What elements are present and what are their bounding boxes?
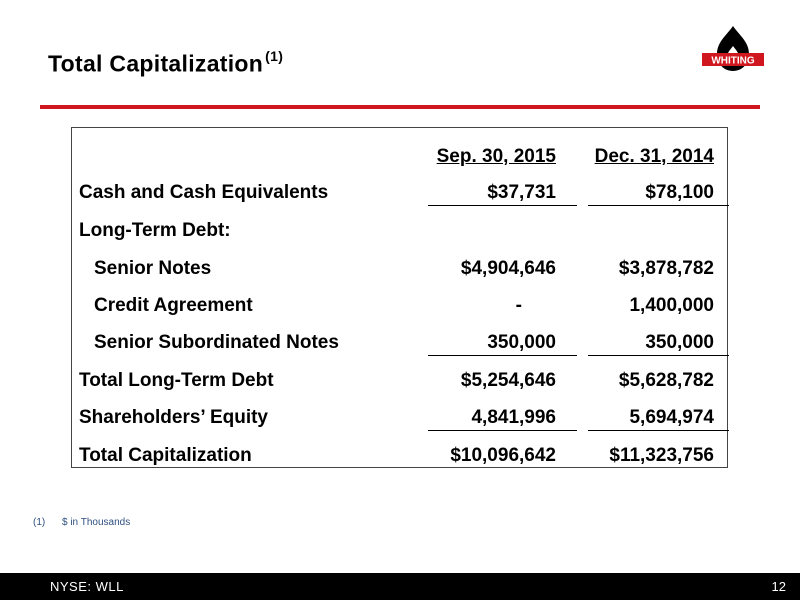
cell-senior-notes-2015: $4,904,646 <box>460 258 556 279</box>
footer-bar <box>0 573 800 600</box>
row-label-senior-notes: Senior Notes <box>94 258 212 279</box>
row-label-credit-agreement: Credit Agreement <box>94 295 253 316</box>
cell-senior-sub-notes-2015: 350,000 <box>487 332 556 353</box>
logo-text: WHITING <box>711 55 755 67</box>
capitalization-table <box>71 127 728 468</box>
footnote <box>33 517 130 528</box>
column-header-sep-2015: Sep. 30, 2015 <box>436 146 556 167</box>
cash-underline-2015 <box>428 205 577 206</box>
row-label-total-capitalization: Total Capitalization <box>79 445 252 466</box>
title-footnote-mark: (1) <box>265 48 284 64</box>
page-number: 12 <box>771 579 786 594</box>
cell-total-cap-2015: $10,096,642 <box>450 445 556 466</box>
cell-equity-2015: 4,841,996 <box>471 407 556 428</box>
cell-credit-agreement-2014: 1,400,000 <box>629 295 714 316</box>
cell-total-cap-2014: $11,323,756 <box>609 445 714 466</box>
row-label-cash: Cash and Cash Equivalents <box>79 182 329 203</box>
cell-total-ltd-2014: $5,628,782 <box>618 370 714 391</box>
stock-ticker: NYSE: WLL <box>50 579 124 594</box>
cell-credit-agreement-2015: - <box>515 295 522 316</box>
page-title-text: Total Capitalization <box>48 50 264 77</box>
cell-senior-notes-2014: $3,878,782 <box>618 258 714 279</box>
column-header-dec-2014: Dec. 31, 2014 <box>594 146 714 167</box>
footnote-mark: (1) <box>33 517 46 528</box>
sub-notes-underline-2015 <box>428 355 577 356</box>
sub-notes-underline-2014 <box>588 355 729 356</box>
row-label-long-term-debt: Long-Term Debt: <box>79 220 231 241</box>
whiting-logo <box>702 24 764 84</box>
row-label-total-long-term-debt: Total Long-Term Debt <box>79 370 274 391</box>
cash-underline-2014 <box>588 205 729 206</box>
cell-cash-2014: $78,100 <box>645 182 714 203</box>
row-label-senior-subordinated-notes: Senior Subordinated Notes <box>94 332 339 353</box>
footnote-text: $ in Thousands <box>62 517 131 528</box>
title-divider <box>40 105 760 109</box>
equity-underline-2014 <box>588 430 729 431</box>
cell-senior-sub-notes-2014: 350,000 <box>645 332 714 353</box>
cell-cash-2015: $37,731 <box>487 182 556 203</box>
row-label-shareholders-equity: Shareholders’ Equity <box>79 407 268 428</box>
cell-equity-2014: 5,694,974 <box>629 407 714 428</box>
page-title <box>48 50 283 78</box>
equity-underline-2015 <box>428 430 577 431</box>
cell-total-ltd-2015: $5,254,646 <box>460 370 556 391</box>
